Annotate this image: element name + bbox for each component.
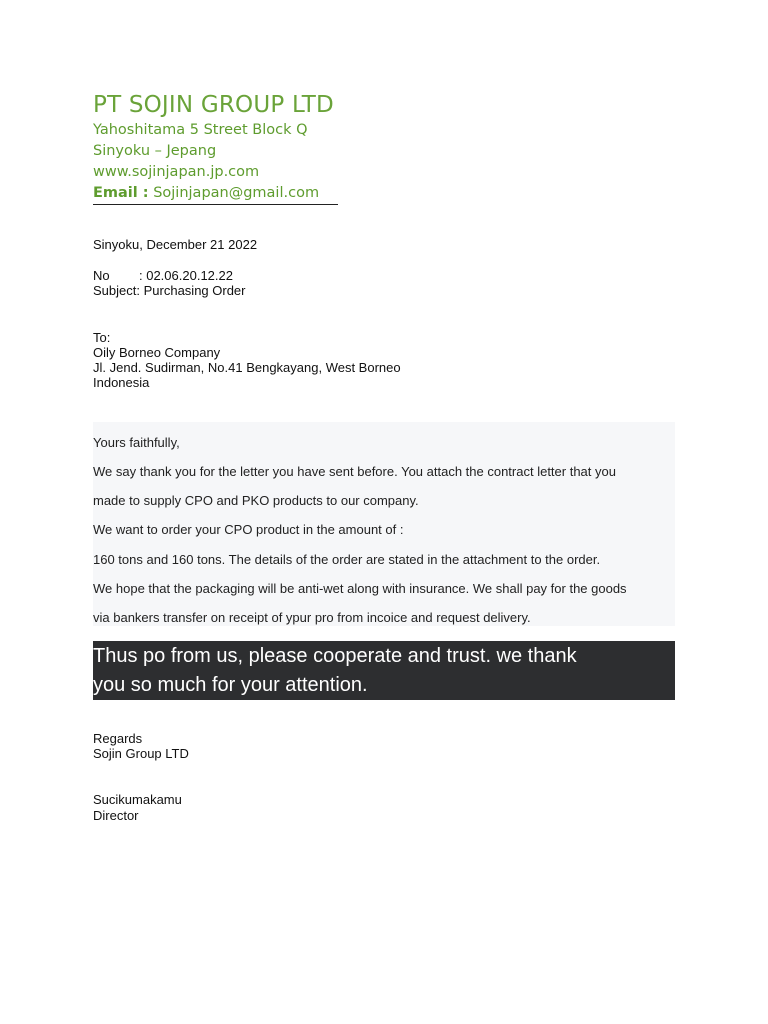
- closing-block: [93, 731, 189, 761]
- body-line: We hope that the packaging will be anti-wet along with insurance. We shall pay for the goods: [93, 581, 627, 596]
- letter-date: Sinyoku, December 21 2022: [93, 237, 258, 252]
- signer-block: [93, 792, 182, 824]
- reference-number-label: No: [93, 268, 110, 283]
- body-line: 160 tons and 160 tons. The details of the order are stated in the attachment to the order.: [93, 552, 601, 567]
- recipient-block: [93, 330, 401, 390]
- body-line: made to supply CPO and PKO products to our company.: [93, 493, 419, 508]
- recipient-country: Indonesia: [93, 375, 150, 390]
- signer-name: Sucikumakamu: [93, 792, 182, 807]
- highlight-line-2: you so much for your attention.: [93, 674, 368, 696]
- reference-number-row: [93, 268, 246, 283]
- company-address-line-1: Yahoshitama 5 Street Block Q: [93, 122, 308, 138]
- company-name: PT SOJIN GROUP LTD: [93, 92, 334, 118]
- signer-title: Director: [93, 808, 139, 823]
- closing-regards: Regards: [93, 731, 143, 746]
- subject-value: Purchasing Order: [143, 283, 246, 298]
- company-email-line: [93, 183, 338, 205]
- company-website: www.sojinjapan.jp.com: [93, 164, 260, 180]
- reference-number-value: : 02.06.20.12.22: [139, 268, 233, 283]
- company-address-line-2: Sinyoku – Jepang: [93, 143, 217, 159]
- subject-label: Subject:: [93, 283, 140, 298]
- recipient-name: Oily Borneo Company: [93, 345, 221, 360]
- body-line: via bankers transfer on receipt of ypur pro from incoice and request delivery.: [93, 610, 531, 625]
- body-line: We want to order your CPO product in the amount of :: [93, 522, 404, 537]
- email-label: Email :: [93, 185, 149, 201]
- recipient-to-label: To:: [93, 330, 111, 345]
- highlight-line-1: Thus po from us, please cooperate and trust. we thank: [93, 645, 577, 667]
- subject-row: [93, 283, 246, 298]
- letter-reference: [93, 268, 246, 298]
- highlighted-statement: [93, 641, 675, 700]
- letter-body: [93, 422, 675, 626]
- recipient-address: Jl. Jend. Sudirman, No.41 Bengkayang, West Borneo: [93, 360, 401, 375]
- body-line: Yours faithfully,: [93, 435, 180, 450]
- company-email: Sojinjapan@gmail.com: [153, 185, 320, 201]
- body-line: We say thank you for the letter you have sent before. You attach the contract letter that you: [93, 464, 616, 479]
- letterhead: [93, 90, 353, 205]
- closing-company: Sojin Group LTD: [93, 746, 189, 761]
